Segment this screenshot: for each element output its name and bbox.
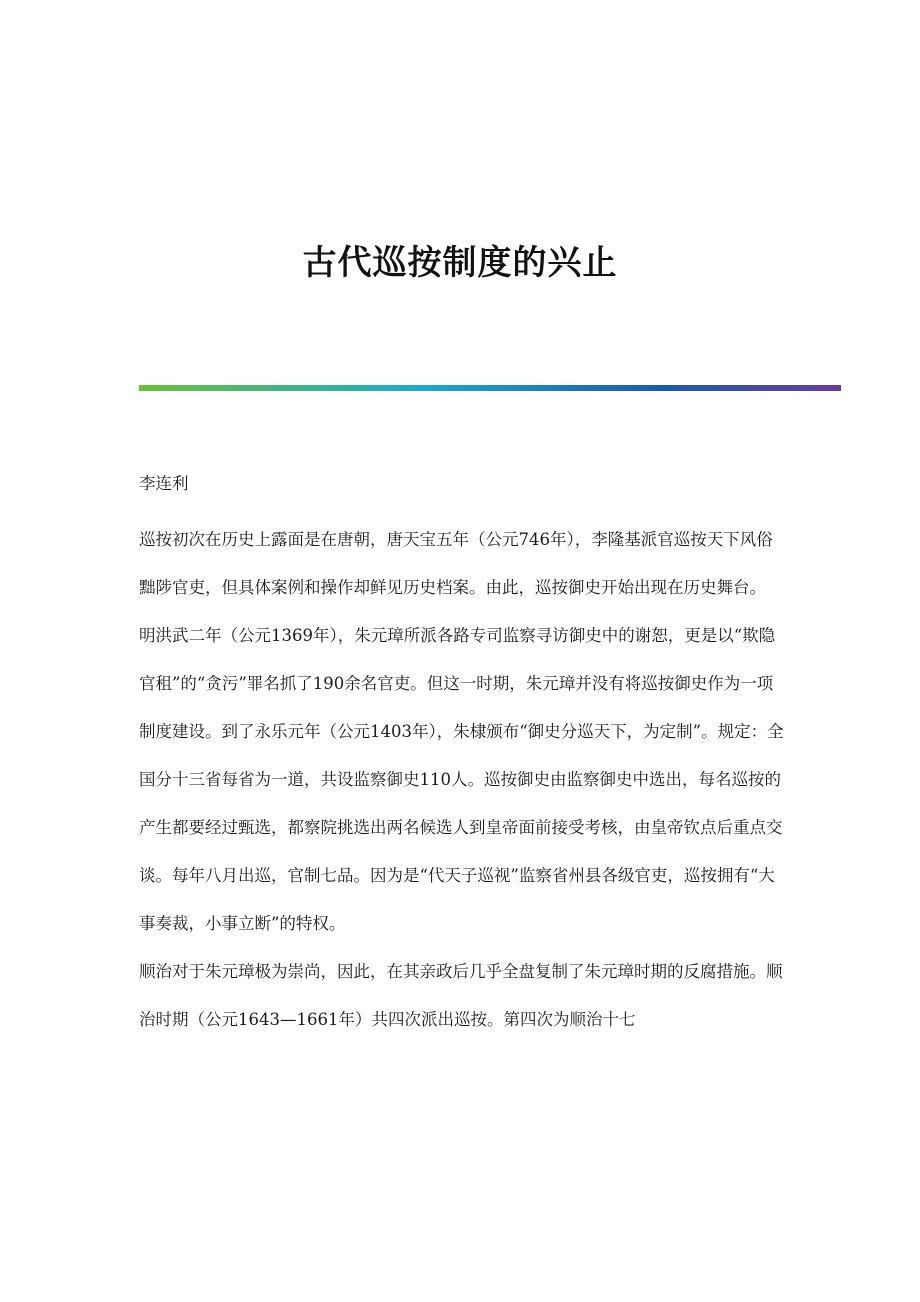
paragraph-3: 顺治对于朱元璋极为崇尚，因此，在其亲政后几乎全盘复制了朱元璋时期的反腐措施。顺治时期（公元1643—1661年）共四次派出巡按。第四次为顺治十七 bbox=[139, 962, 783, 1029]
document-title: 古代巡按制度的兴止 bbox=[302, 242, 618, 283]
paragraph-1: 巡按初次在历史上露面是在唐朝，唐天宝五年（公元746年），李隆基派官巡按天下风俗黜陟官吏，但具体案例和操作却鲜见历史档案。由此，巡按御史开始出现在历史舞台。 bbox=[139, 530, 773, 597]
document-body bbox=[139, 466, 784, 1044]
author-name: 李连利 bbox=[139, 474, 189, 493]
paragraph-2: 明洪武二年（公元1369年），朱元璋所派各路专司监察寻访御史中的谢恕，更是以“欺隐官租”的“贪污”罪名抓了190余名官吏。但这一时期，朱元璋并没有将巡按御史作为一项制度建设。到了永乐元年（公元1403年），朱棣颁布“御史分巡天下，为定制”。规定：全国分十三省每省为一道，共设监察御史110人。巡按御史由监察御史中选出，每名巡按的产生都要经过甄选，都察院挑选出两名候选人到皇帝面前接受考核，由皇帝钦点后重点交谈。每年八月出巡，官制七品。因为是“代天子巡视”监察省州县各级官吏，巡按拥有“大事奏裁，小事立断”的特权。 bbox=[139, 626, 784, 933]
title-divider bbox=[139, 385, 841, 391]
